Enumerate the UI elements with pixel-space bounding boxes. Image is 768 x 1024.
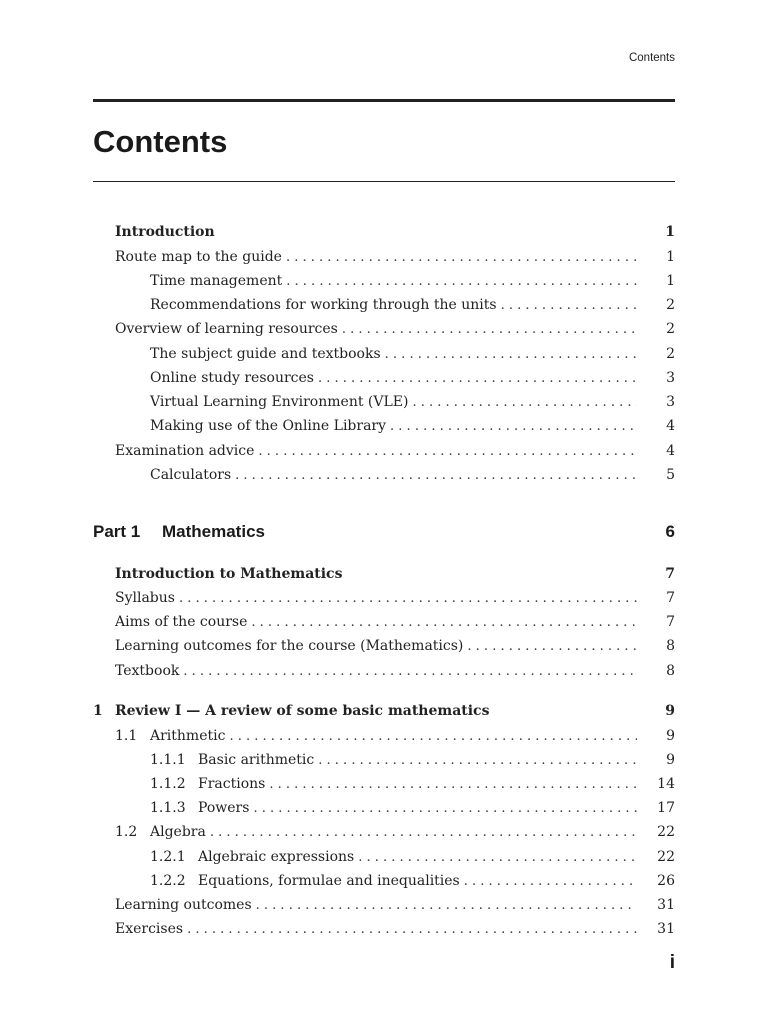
toc-entry-exercises[interactable] [0,921,675,941]
part-page: 6 [665,522,675,541]
toc-entry-label: Syllabus [115,590,179,606]
toc-entry-subject-guide[interactable] [0,346,675,366]
part-title: Mathematics [162,522,265,541]
title-bottom-rule [93,181,675,182]
toc-entry-label: Time management [150,273,286,289]
dot-leader [390,419,637,434]
chapter-page: 9 [665,703,675,719]
toc-entry-learning-outcomes-course[interactable] [0,638,675,658]
toc-entry-page: 2 [666,321,675,337]
toc-entry-label: Powers [198,800,253,816]
dot-leader [253,801,637,816]
toc-subsection-1-2-2[interactable] [0,873,675,893]
dot-leader [286,250,637,265]
toc-entry-label: Learning outcomes for the course (Mathematics) [115,638,467,654]
dot-leader [251,615,637,630]
dot-leader [342,322,637,337]
section-number: 1.1.2 [150,776,186,792]
toc-entry-label: Algebraic expressions [198,849,358,865]
toc-entry-introduction[interactable] [0,224,675,244]
toc-subsection-1-1-1[interactable] [0,752,675,772]
toc-entry-label: Introduction [115,224,219,240]
toc-entry-page: 22 [657,824,675,840]
toc-entry-page: 7 [666,614,675,630]
dot-leader [358,850,637,865]
toc-section-1-1[interactable] [0,728,675,748]
dot-leader [501,298,637,313]
toc-entry-page: 8 [666,638,675,654]
toc-entry-page: 2 [666,297,675,313]
toc-entry-label: Exercises [115,921,187,937]
dot-leader [187,922,637,937]
toc-entry-label: Virtual Learning Environment (VLE) [150,394,412,410]
toc-entry-recommendations[interactable] [0,297,675,317]
toc-entry-intro-mathematics[interactable] [0,566,675,586]
toc-entry-page: 31 [657,897,675,913]
chapter-title: Review I — A review of some basic mathematics [115,703,493,719]
toc-entry-label: Making use of the Online Library [150,418,390,434]
toc-entry-page: 1 [666,249,675,265]
toc-entry-label: Learning outcomes [115,897,256,913]
toc-entry-overview[interactable] [0,321,675,341]
toc-subsection-1-2-1[interactable] [0,849,675,869]
toc-entry-label: Equations, formulae and inequalities [198,873,464,889]
toc-entry-page: 7 [665,566,675,582]
dot-leader [269,777,637,792]
toc-entry-vle[interactable] [0,394,675,414]
toc-entry-page: 3 [666,394,675,410]
section-number: 1.2.2 [150,873,186,889]
toc-entry-label: Introduction to Mathematics [115,566,346,582]
toc-entry-examination-advice[interactable] [0,443,675,463]
toc-entry-online-library[interactable] [0,418,675,438]
toc-entry-label: Calculators [150,467,235,483]
dot-leader [286,274,637,289]
toc-entry-label: Route map to the guide [115,249,286,265]
dot-leader [235,468,637,483]
dot-leader [464,874,637,889]
dot-leader [210,825,637,840]
dot-leader [183,664,637,679]
toc-entry-page: 1 [665,224,675,240]
toc-section-1-2[interactable] [0,824,675,844]
toc-subsection-1-1-3[interactable] [0,800,675,820]
dot-leader [318,371,637,386]
toc-entry-page: 14 [657,776,675,792]
toc-subsection-1-1-2[interactable] [0,776,675,796]
toc-entry-page: 9 [666,728,675,744]
section-number: 1.1 [115,728,138,744]
toc-entry-page: 3 [666,370,675,386]
toc-entry-label: Algebra [150,824,210,840]
toc-entry-aims[interactable] [0,614,675,634]
toc-chapter-1[interactable] [0,703,675,723]
part-heading[interactable] [93,522,675,542]
toc-entry-page: 4 [666,443,675,459]
toc-entry-page: 26 [657,873,675,889]
section-number: 1.2.1 [150,849,186,865]
chapter-number: 1 [93,703,103,719]
section-number: 1.1.3 [150,800,186,816]
toc-entry-page: 5 [666,467,675,483]
toc-entry-page: 2 [666,346,675,362]
part-number: Part 1 [93,522,141,541]
toc-entry-label: Arithmetic [150,728,229,744]
dot-leader [229,729,637,744]
toc-entry-syllabus[interactable] [0,590,675,610]
toc-entry-label: Aims of the course [115,614,251,630]
toc-entry-label: Recommendations for working through the units [150,297,501,313]
toc-entry-page: 9 [666,752,675,768]
toc-entry-page: 8 [666,663,675,679]
toc-entry-label: Examination advice [115,443,258,459]
toc-entry-label: Basic arithmetic [198,752,318,768]
toc-entry-time-management[interactable] [0,273,675,293]
toc-entry-page: 17 [657,800,675,816]
toc-entry-page: 4 [666,418,675,434]
dot-leader [318,753,637,768]
page-title: Contents [93,124,228,159]
toc-entry-label: Overview of learning resources [115,321,342,337]
title-top-rule [93,99,675,102]
dot-leader [412,395,637,410]
section-number: 1.2 [115,824,138,840]
section-number: 1.1.1 [150,752,186,768]
toc-entry-page: 22 [657,849,675,865]
dot-leader [179,591,637,606]
toc-entry-learning-outcomes[interactable] [0,897,675,917]
running-head: Contents [628,52,675,64]
toc-entry-textbook[interactable] [0,663,675,683]
toc-entry-route-map[interactable] [0,249,675,269]
dot-leader [467,639,637,654]
toc-entry-label: The subject guide and textbooks [150,346,385,362]
dot-leader [258,444,637,459]
toc-entry-label: Online study resources [150,370,318,386]
page-folio: i [669,952,675,973]
toc-entry-page: 1 [666,273,675,289]
toc-entry-online-study[interactable] [0,370,675,390]
toc-entry-page: 7 [666,590,675,606]
toc-entry-calculators[interactable] [0,467,675,487]
toc-entry-label: Fractions [198,776,269,792]
toc-entry-label: Textbook [115,663,183,679]
dot-leader [385,347,637,362]
dot-leader [256,898,637,913]
toc-entry-page: 31 [657,921,675,937]
